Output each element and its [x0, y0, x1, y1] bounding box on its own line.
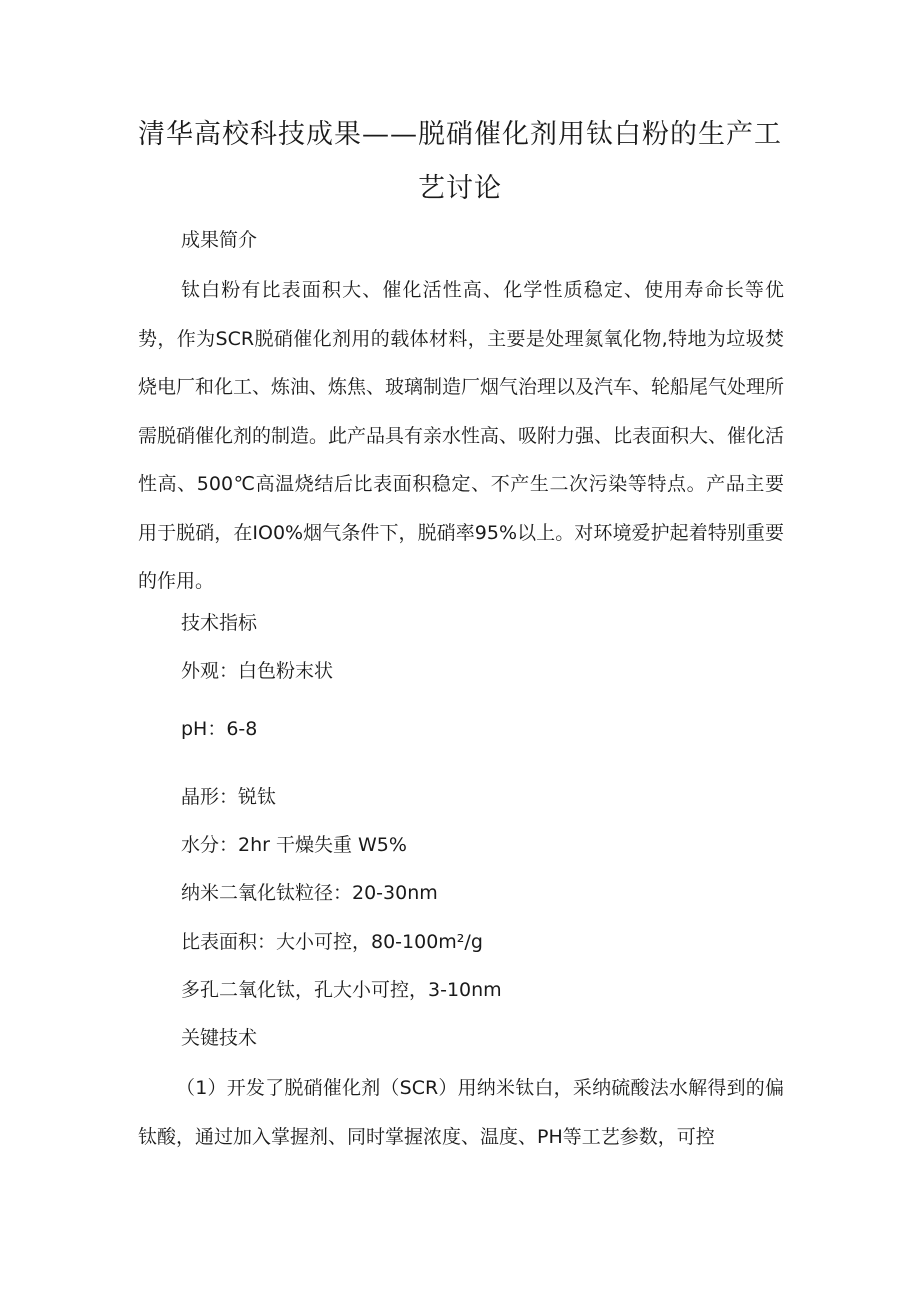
key-tech-paragraph: （1）开发了脱硝催化剂（SCR）用纳米钛白，采纳硫酸法水解得到的偏钛酸，通过加入掌握剂、同时掌握浓度、温度、PH等工艺参数，可控 [138, 1077, 784, 1148]
spec-appearance: 外观：白色粉末状 [181, 660, 334, 682]
spec-ph: pH：6-8 [181, 718, 258, 740]
spec-particle-size: 纳米二氧化钛粒径：20-30nm [181, 882, 438, 904]
spec-crystal-form: 晶形：锐钛 [181, 786, 277, 808]
section-heading-intro: 成果简介 [181, 229, 258, 251]
spec-surface-area: 比表面积：大小可控，80-100m²/g [181, 931, 483, 953]
spec-moisture: 水分：2hr 干燥失重 W5% [181, 834, 407, 856]
intro-paragraph: 钛白粉有比表面积大、催化活性高、化学性质稳定、使用寿命长等优势，作为SCR脱硝催化剂用的载体材料，主要是处理氮氧化物,特地为垃圾焚烧电厂和化工、炼油、炼焦、玻璃制造厂烟气治理以及汽车、轮船尾气处理所需脱硝催化剂的制造。此产品具有亲水性高、吸附力强、比表面积大、催化活性高、500℃高温烧结后比表面积稳定、不产生二次污染等特点。产品主要用于脱硝，在IO0%烟气条件下，脱硝率95%以上。对环境爱护起着特别重要的作用。 [138, 279, 785, 592]
section-heading-key-tech: 关键技术 [181, 1027, 258, 1049]
document-title: 清华高校科技成果——脱硝催化剂用钛白粉的生产工艺讨论 [138, 119, 782, 204]
section-heading-specs: 技术指标 [181, 612, 258, 634]
spec-pore-size: 多孔二氧化钛，孔大小可控，3-10nm [181, 979, 502, 1001]
